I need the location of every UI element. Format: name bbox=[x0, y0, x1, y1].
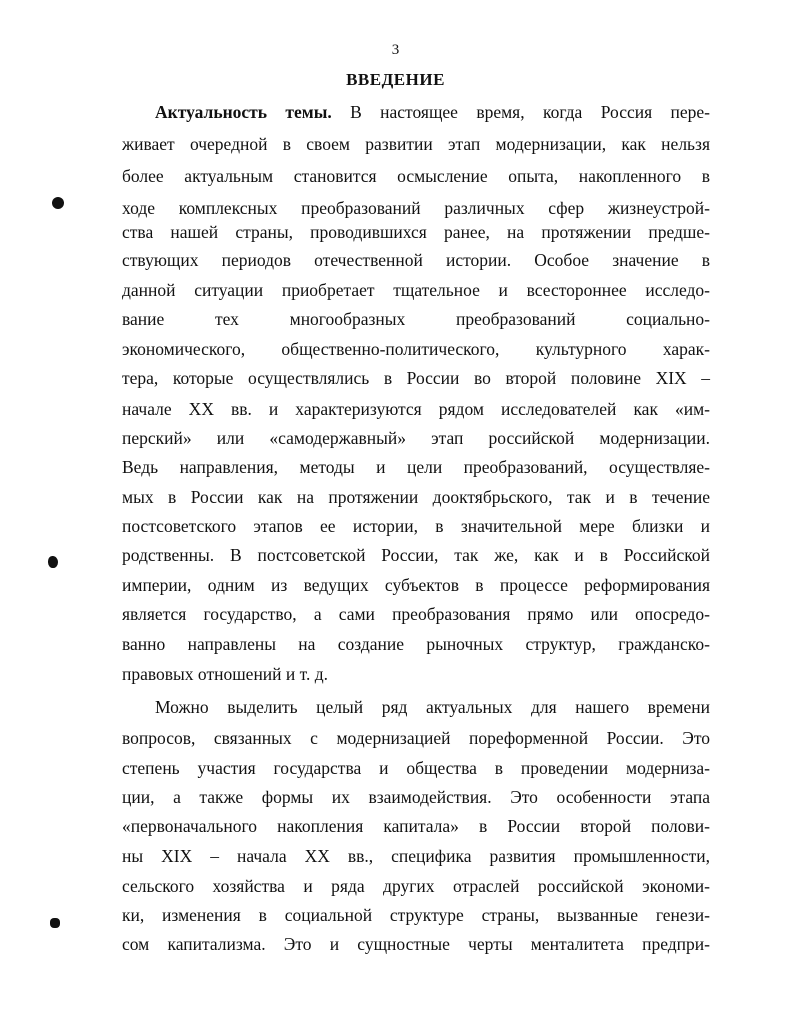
text-line: ны XIX – начала XX вв., специфика развития промышленности, bbox=[122, 846, 710, 866]
punch-hole-mark bbox=[52, 197, 64, 209]
text-line: вание тех многообразных преобразований социально- bbox=[122, 309, 710, 329]
text-line: сом капитализма. Это и сущностные черты менталитета предпри- bbox=[122, 934, 710, 954]
text-line: ства нашей страны, проводившихся ранее, на протяжении предше- bbox=[122, 222, 710, 242]
text-line: мых в России как на протяжении дооктябрьского, так и в течение bbox=[122, 487, 710, 507]
text-line: вопросов, связанных с модернизацией пореформенной России. Это bbox=[122, 728, 710, 748]
punch-hole-mark bbox=[50, 918, 60, 928]
text-line: перский» или «самодержавный» этап российской модернизации. bbox=[122, 428, 710, 448]
text-line: данной ситуации приобретает тщательное и всестороннее исследо- bbox=[122, 280, 710, 300]
text-line: живает очередной в своем развитии этап модернизации, как нельзя bbox=[122, 134, 710, 154]
text-line: экономического, общественно-политического, культурного харак- bbox=[122, 339, 710, 359]
text-line: Ведь направления, методы и цели преобразований, осуществляе- bbox=[122, 457, 710, 477]
text-line: ванно направлены на создание рыночных структур, гражданско- bbox=[122, 634, 710, 654]
text-line: степень участия государства и общества в проведении модерниза- bbox=[122, 758, 710, 778]
text-line: Можно выделить целый ряд актуальных для нашего времени bbox=[155, 697, 710, 717]
text-line: империи, одним из ведущих субъектов в процессе реформирования bbox=[122, 575, 710, 595]
section-heading: ВВЕДЕНИЕ bbox=[346, 70, 445, 89]
text-line: ствующих периодов отечественной истории. Особое значение в bbox=[122, 250, 710, 270]
punch-hole-mark bbox=[48, 556, 58, 568]
text-line: ции, а также формы их взаимодействия. Это особенности этапа bbox=[122, 787, 710, 807]
paragraph-lead: Актуальность темы. bbox=[155, 102, 332, 122]
text-line: постсоветского этапов ее истории, в значительной мере близки и bbox=[122, 516, 710, 536]
page-number: 3 bbox=[391, 42, 400, 58]
text-line: начале XX вв. и характеризуются рядом исследователей как «им- bbox=[122, 399, 710, 419]
text-line: «первоначального накопления капитала» в России второй полови- bbox=[122, 816, 710, 836]
text-line: ки, изменения в социальной структуре страны, вызванные генези- bbox=[122, 905, 710, 925]
text-line: ходе комплексных преобразований различных сфер жизнеустрой- bbox=[122, 198, 710, 218]
text-line: тера, которые осуществлялись в России во второй половине XIX – bbox=[122, 368, 710, 388]
text-line: более актуальным становится осмысление опыта, накопленного в bbox=[122, 166, 710, 186]
text-line: родственны. В постсоветской России, так же, как и в Российской bbox=[122, 545, 710, 565]
text-line: правовых отношений и т. д. bbox=[122, 664, 329, 684]
text-line: является государство, а сами преобразования прямо или опосредо- bbox=[122, 604, 710, 624]
text-line: Актуальность темы. В настоящее время, когда Россия пере- bbox=[155, 102, 710, 122]
text-line: сельского хозяйства и ряда других отраслей российской экономи- bbox=[122, 876, 710, 896]
